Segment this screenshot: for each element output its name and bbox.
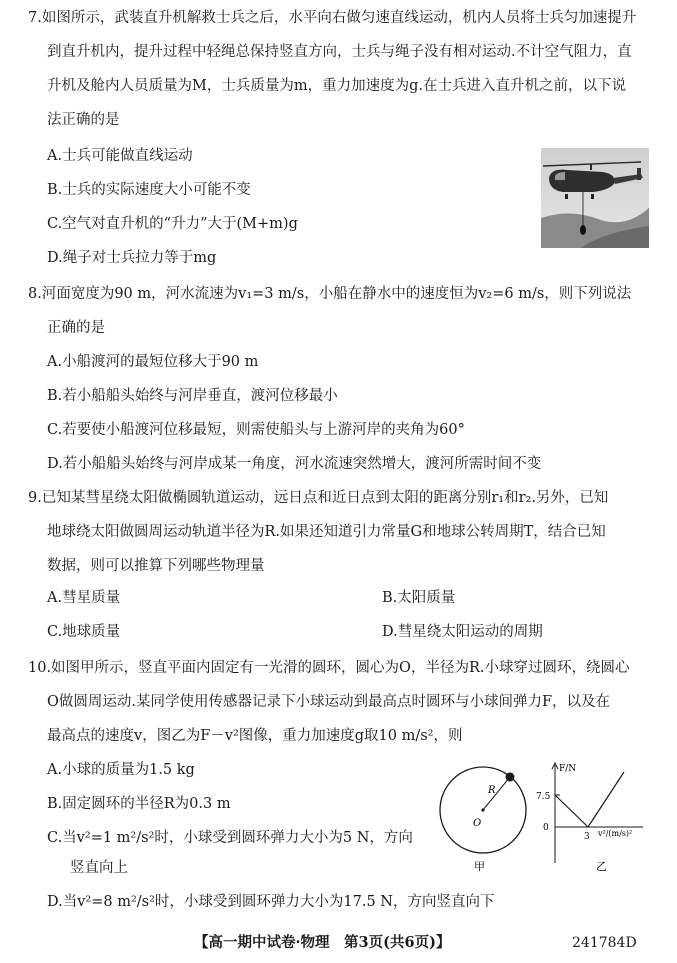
q10-stem-line-3: 最高点的速度v，图乙为F－v²图像，重力加速度g取10 m/s²，则 (47, 728, 463, 744)
page-footer-title: 【高一期中试卷·物理 第3页(共6页)】 (194, 934, 451, 951)
q9-option-b: B.太阳质量 (382, 590, 456, 606)
origin-label: 0 (543, 823, 549, 833)
q8-option-c: C.若要使小船渡河位移最短，则需使船头与上游河岸的夹角为60° (47, 422, 465, 438)
q9-stem-line-2: 地球绕太阳做圆周运动轨道半径为R.如果还知道引力常量G和地球公转周期T，结合已知 (47, 524, 606, 540)
q10-stem-line-1: 10.如图甲所示，竖直平面内固定有一光滑的圆环，圆心为O，半径为R.小球穿过圆环，绕圆心 (28, 660, 630, 676)
q7-option-a: A.士兵可能做直线运动 (47, 148, 193, 164)
q7-stem-line-3: 升机及舱内人员质量为M，士兵质量为m，重力加速度为g.在士兵进入直升机之前，以下说 (47, 78, 626, 94)
q9-option-d: D.彗星绕太阳运动的周期 (382, 624, 543, 640)
y-tick-label: 7.5 (536, 792, 551, 802)
q8-stem-line-1: 8.河面宽度为90 m，河水流速为v₁=3 m/s，小船在静水中的速度恒为v₂=6 m/s，则下列说法 (28, 286, 632, 302)
x-axis-label: v²/(m/s)² (598, 829, 633, 838)
q9-option-a: A.彗星质量 (47, 590, 121, 606)
q10-option-d: D.当v²=8 m²/s²时，小球受到圆环弹力大小为17.5 N，方向竖直向下 (47, 894, 495, 910)
q8-stem-line-2: 正确的是 (47, 320, 105, 336)
q10-option-a: A.小球的质量为1.5 kg (47, 762, 195, 778)
q8-option-a: A.小船渡河的最短位移大于90 m (47, 354, 259, 370)
q10-option-c-cont: 竖直向上 (70, 860, 128, 876)
q10-option-c: C.当v²=1 m²/s²时，小球受到圆环弹力大小为5 N，方向 (47, 830, 413, 846)
q9-option-c: C.地球质量 (47, 624, 121, 640)
q9-stem-line-1: 9.已知某彗星绕太阳做椭圆轨道运动，远日点和近日点到太阳的距离分别r₁和r₂.另外，已知 (28, 490, 609, 506)
q8-option-b: B.若小船船头始终与河岸垂直，渡河位移最小 (47, 388, 338, 404)
page-footer-code: 241784D (572, 935, 637, 951)
label-o: O (473, 818, 482, 829)
q8-option-d: D.若小船船头始终与河岸成某一角度，河水流速突然增大，渡河所需时间不变 (47, 456, 542, 472)
label-yi: 乙 (596, 860, 607, 873)
ring-figure-jia (440, 767, 526, 873)
q7-option-c: C.空气对直升机的“升力”大于(M+m)g (47, 216, 298, 232)
q9-stem-line-3: 数据，则可以推算下列哪些物理量 (47, 558, 265, 574)
q7-stem-line-4: 法正确的是 (47, 112, 120, 128)
graph-yi (536, 763, 643, 873)
label-jia: 甲 (474, 860, 485, 873)
y-axis-label: F/N (559, 764, 577, 774)
x-tick-label: 3 (584, 832, 590, 842)
center-dot (481, 808, 484, 811)
q7-option-b: B.士兵的实际速度大小可能不变 (47, 182, 251, 198)
graph-line-up (588, 772, 624, 827)
q7-stem-line-1: 7.如图所示，武装直升机解救士兵之后，水平向右做匀速直线运动，机内人员将士兵匀加速提升 (28, 10, 637, 26)
q10-figure (438, 760, 648, 875)
ball (506, 773, 515, 782)
q10-option-b: B.固定圆环的半径R为0.3 m (47, 796, 231, 812)
q7-option-d: D.绳子对士兵拉力等于mg (47, 250, 217, 266)
q10-stem-line-2: O做圆周运动.某同学使用传感器记录下小球运动到最高点时圆环与小球间弹力F，以及在 (47, 694, 611, 710)
helicopter-photo (541, 148, 649, 248)
q7-stem-line-2: 到直升机内，提升过程中轻绳总保持竖直方向，士兵与绳子没有相对运动.不计空气阻力，直 (47, 44, 632, 60)
label-r: R (488, 785, 496, 796)
graph-line-down (555, 795, 588, 827)
